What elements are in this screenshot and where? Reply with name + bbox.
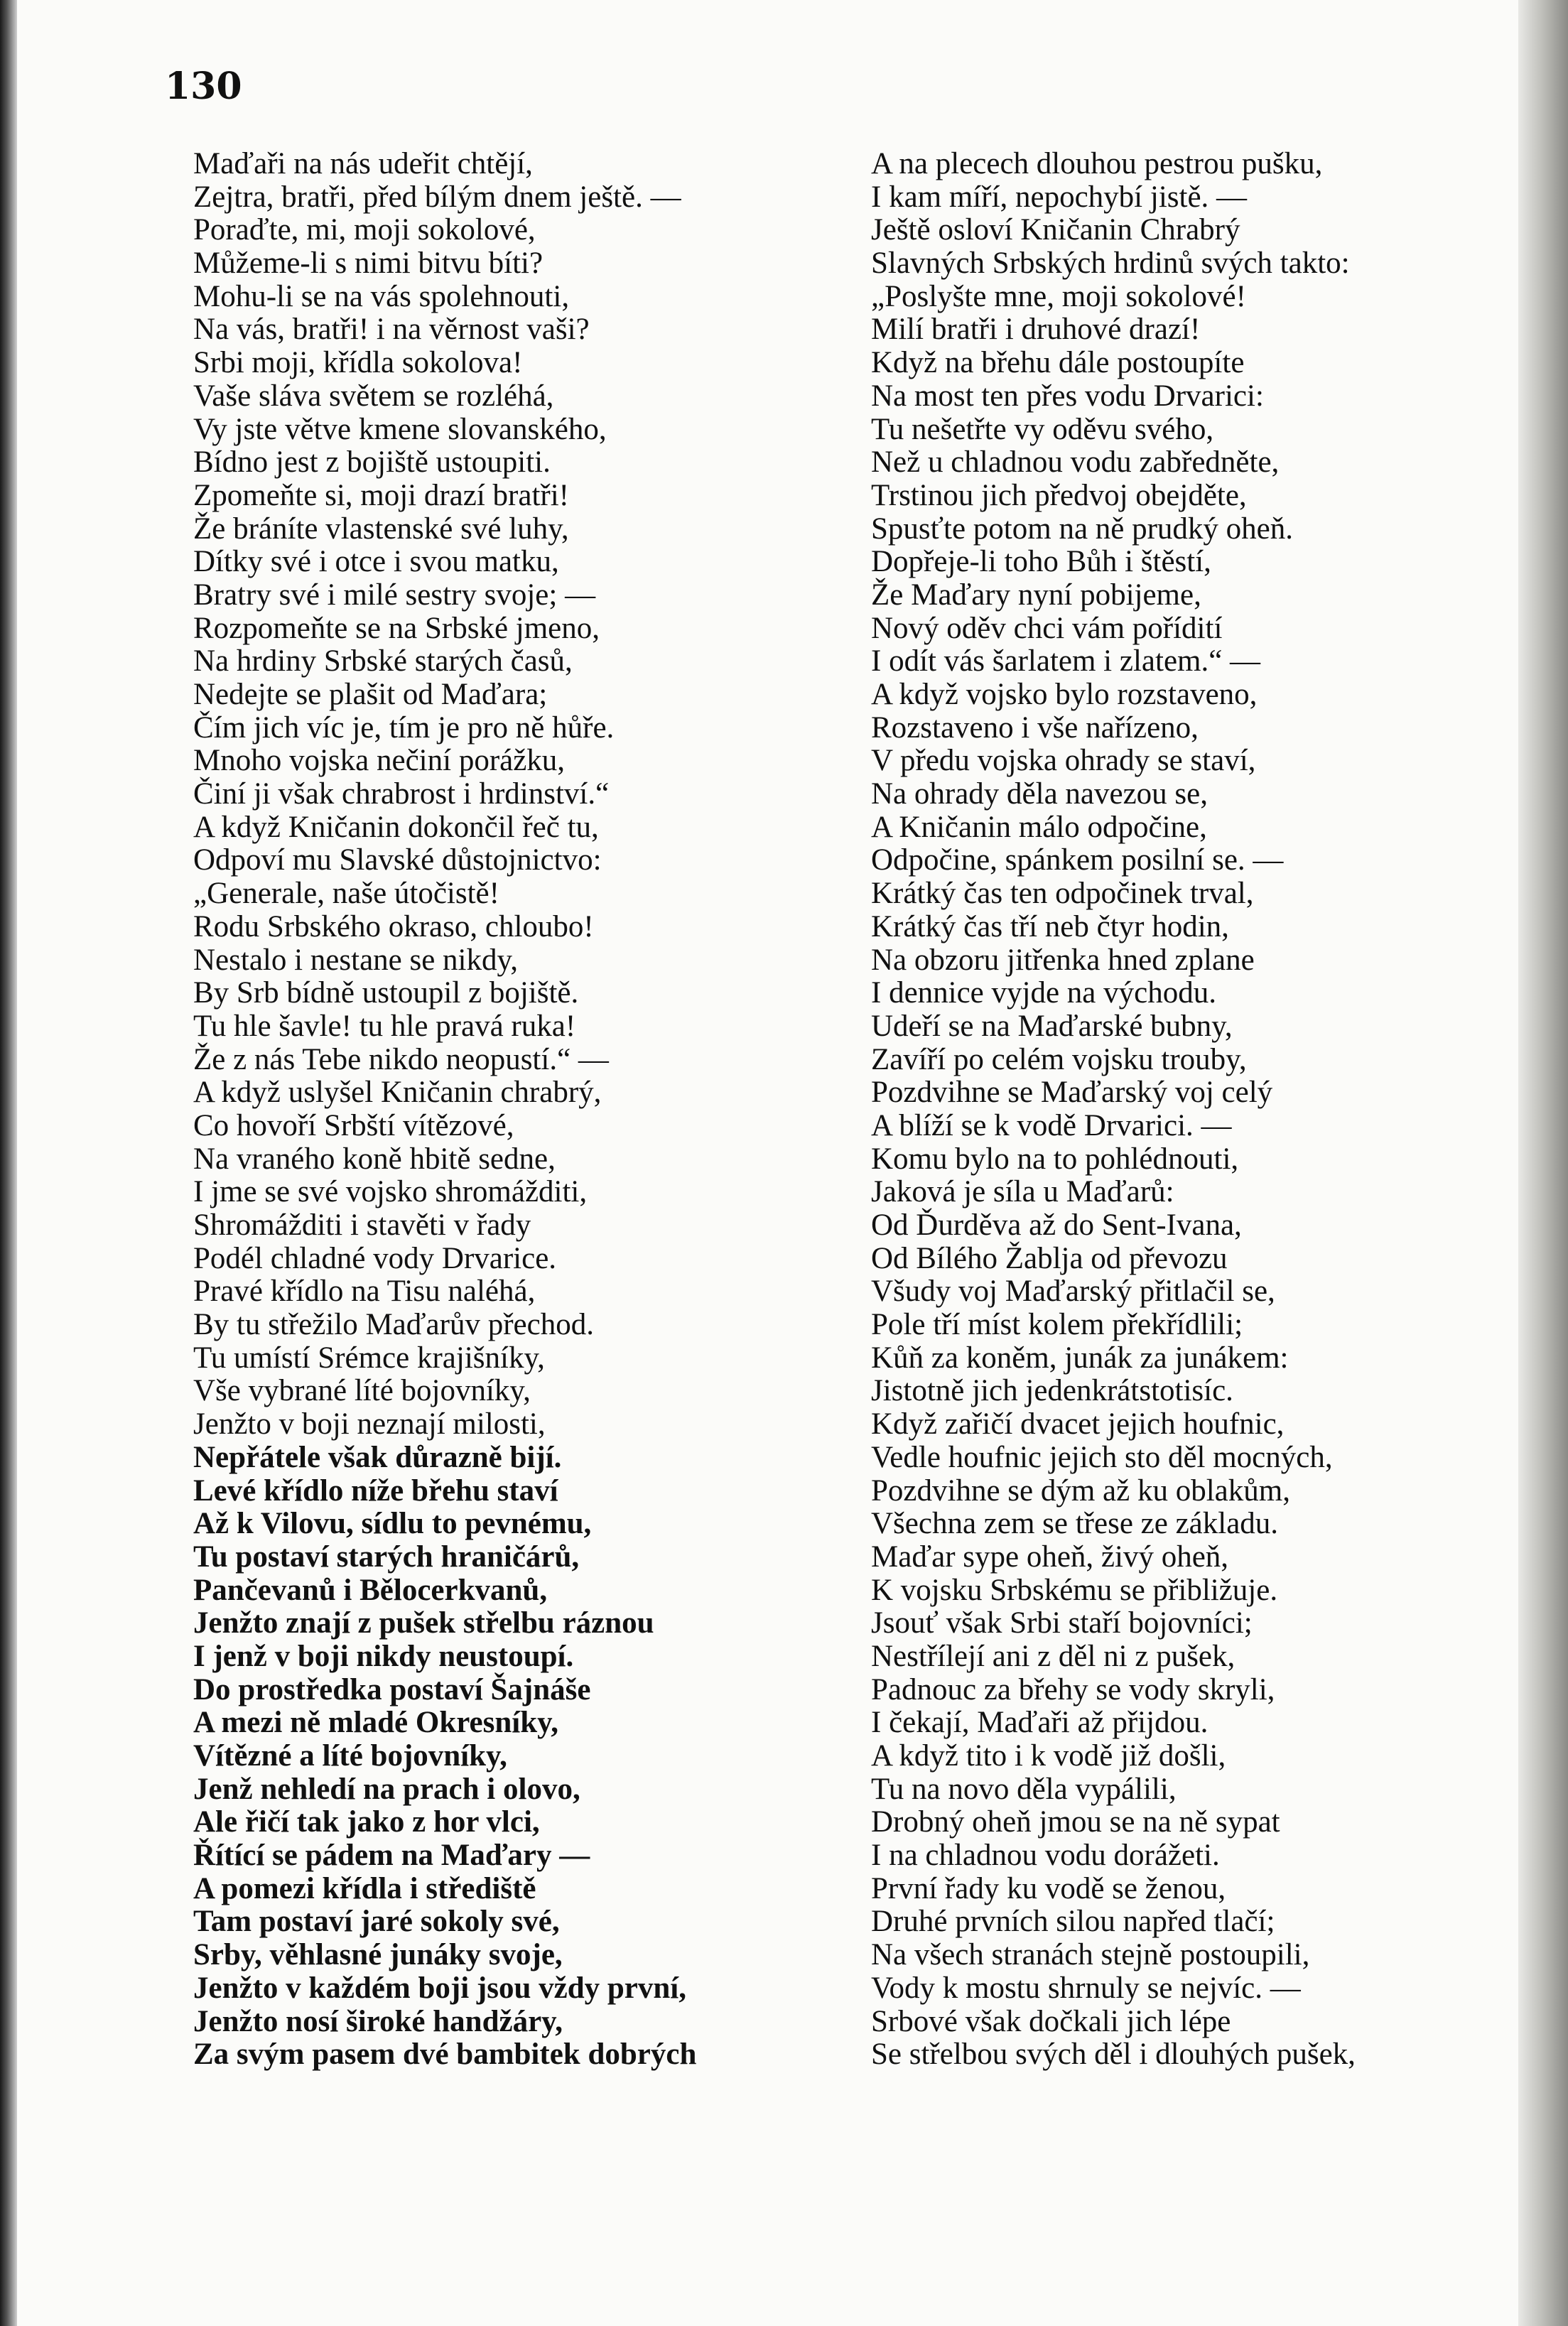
verse-line: Jenž nehledí na prach i olovo, (193, 1772, 580, 1806)
verse-line: Dítky své i otce i svou matku, (193, 545, 559, 579)
verse-line: Pozdvihne se dým až ku oblakům, (871, 1473, 1290, 1508)
verse-line: Že z nás Tebe nikdo neopustí.“ — (193, 1042, 609, 1076)
verse-line: Na všech stranách stejně postoupili, (871, 1938, 1310, 1972)
verse-line: Bratry své i milé sestry svoje; — (193, 578, 596, 612)
verse-line: Slavných Srbských hrdinů svých takto: (871, 247, 1350, 281)
verse-line: Od Bílého Žablja od převozu (871, 1241, 1228, 1275)
verse-line: Na vraného koně hbitě sedne, (193, 1142, 556, 1176)
verse-line: Maďaři na nás udeřit chtějí, (193, 147, 533, 180)
verse-line: A když uslyšel Kničanin chrabrý, (193, 1076, 602, 1110)
verse-line: Na ohrady děla navezou se, (871, 777, 1208, 811)
verse-line: Levé křídlo níže břehu staví (193, 1473, 558, 1508)
verse-line: Srby, věhlasné junáky svoje, (193, 1938, 563, 1972)
verse-line: Podél chladné vody Drvarice. (193, 1241, 557, 1275)
verse-line: A když Kničanin dokončil řeč tu, (193, 810, 599, 844)
verse-line: Pravé křídlo na Tisu naléhá, (193, 1275, 536, 1309)
verse-line: Krátký čas tří neb čtyr hodin, (871, 909, 1229, 943)
verse-line: Tu umístí Srémce krajišníky, (193, 1341, 545, 1375)
verse-line: Krátký čas ten odpočinek trval, (871, 877, 1254, 911)
page-binding-edge (0, 0, 17, 2326)
verse-line: Jenžto nosí široké handžáry, (193, 2004, 563, 2038)
verse-line: Když na břehu dále postoupíte (871, 346, 1245, 380)
verse-line: Kůň za koněm, junák za junákem: (871, 1341, 1289, 1375)
verse-line: Trstinou jich předvoj obejděte, (871, 478, 1247, 512)
verse-line: Nedejte se plašit od Maďara; (193, 678, 548, 711)
verse-line: Do prostředka postaví Šajnáše (193, 1672, 591, 1706)
verse-line: Jenžto v boji neznají milosti, (193, 1407, 546, 1441)
verse-line: Jsouť však Srbi staří bojovníci; (871, 1606, 1253, 1640)
verse-line: Na obzoru jitřenka hned zplane (871, 943, 1255, 977)
verse-line: A mezi ně mladé Okresníky, (193, 1706, 559, 1740)
verse-line: První řady ku vodě se ženou, (871, 1871, 1226, 1905)
verse-line: Srbi moji, křídla sokolova! (193, 346, 523, 380)
verse-line: Odpoví mu Slavské důstojnictvo: (193, 843, 602, 877)
verse-line: Shromážditi i stavěti v řady (193, 1208, 531, 1242)
verse-line: Milí bratři i druhové drazí! (871, 313, 1201, 347)
verse-line: Činí ji však chrabrost i hrdinství.“ (193, 777, 610, 811)
verse-line: Pole tří míst kolem překřídlili; (871, 1308, 1243, 1342)
verse-line: Vaše sláva světem se rozléhá, (193, 379, 554, 413)
verse-line: Odpočine, spánkem posilní se. — (871, 843, 1284, 877)
verse-line: Druhé prvních silou napřed tlačí; (871, 1905, 1275, 1939)
verse-line: Komu bylo na to pohlédnouti, (871, 1142, 1239, 1176)
verse-line: Dopřeje-li toho Bůh i štěstí, (871, 545, 1211, 579)
verse-line: Že Maďary nyní pobijeme, (871, 578, 1201, 612)
verse-line: Za svým pasem dvé bambitek dobrých (193, 2038, 697, 2072)
verse-line: I na chladnou vodu dorážeti. (871, 1839, 1220, 1873)
verse-line: Na most ten přes vodu Drvarici: (871, 379, 1264, 413)
verse-line: A Kničanin málo odpočine, (871, 810, 1207, 844)
verse-line: I čekají, Maďaři až přijdou. (871, 1706, 1209, 1740)
verse-line: I jme se své vojsko shromážditi, (193, 1175, 588, 1209)
verse-line: Nestalo i nestane se nikdy, (193, 943, 518, 977)
verse-line: Vedle houfnic jejich sto děl mocných, (871, 1440, 1333, 1474)
verse-line: Až k Vilovu, sídlu to pevnému, (193, 1507, 592, 1541)
verse-line: Rozpomeňte se na Srbské jmeno, (193, 611, 600, 645)
page-right-edge (1518, 0, 1568, 2326)
verse-line: „Poslyšte mne, moji sokolové! (871, 279, 1246, 313)
verse-line: Ještě osloví Kničanin Chrabrý (871, 213, 1240, 247)
verse-line: Jenžto v každém boji jsou vždy první, (193, 1971, 686, 2005)
verse-line: Mnoho vojska nečiní porážku, (193, 744, 566, 778)
verse-line: By Srb bídně ustoupil z bojiště. (193, 976, 579, 1010)
verse-line: Zavíří po celém vojsku trouby, (871, 1042, 1247, 1076)
verse-line: Mohu-li se na vás spolehnouti, (193, 279, 570, 313)
verse-line: Drobný oheň jmou se na ně sypat (871, 1805, 1280, 1839)
verse-line: Na vás, bratři! i na věrnost vaši? (193, 313, 590, 347)
verse-line: Poraďte, mi, moji sokolové, (193, 213, 536, 247)
verse-line: Rozstaveno i vše nařízeno, (871, 710, 1199, 745)
verse-line: I jenž v boji nikdy neustoupí. (193, 1639, 574, 1673)
verse-line: Tam postaví jaré sokoly své, (193, 1905, 560, 1939)
verse-line: Tu na novo děla vypálili, (871, 1772, 1177, 1806)
verse-line: Všechna zem se třese ze základu. (871, 1507, 1279, 1541)
verse-line: Se střelbou svých děl i dlouhých pušek, (871, 2038, 1356, 2072)
verse-line: Udeří se na Maďarské bubny, (871, 1009, 1233, 1043)
right-column (871, 148, 1482, 2072)
verse-line: Že bráníte vlastenské své luhy, (193, 512, 569, 546)
verse-line: Vítězné a líté bojovníky, (193, 1739, 507, 1773)
verse-line: I kam míří, nepochybí jistě. — (871, 180, 1248, 214)
verse-line: Nepřátele však důrazně bijí. (193, 1440, 562, 1474)
verse-line: A když vojsko bylo rozstaveno, (871, 678, 1258, 711)
verse-line: A na plecech dlouhou pestrou pušku, (871, 147, 1323, 180)
verse-line: A když tito i k vodě již došli, (871, 1739, 1226, 1773)
verse-line: Jenžto znají z pušek střelbu ráznou (193, 1606, 654, 1640)
verse-line: Nový oděv chci vám pořídití (871, 611, 1223, 645)
verse-line: I dennice vyjde na východu. (871, 976, 1216, 1010)
verse-line: Na hrdiny Srbské starých časů, (193, 644, 573, 678)
verse-line: Spusťte potom na ně prudký oheň. (871, 512, 1294, 546)
verse-line: Řítící se pádem na Maďary — (193, 1839, 590, 1873)
verse-line: Pozdvihne se Maďarský voj celý (871, 1076, 1273, 1110)
verse-line: Tu nešetřte vy oděvu svého, (871, 412, 1214, 446)
verse-line: V předu vojska ohrady se staví, (871, 744, 1256, 778)
verse-line: Než u chladnou vodu zabředněte, (871, 445, 1280, 480)
verse-line: „Generale, naše útočistě! (193, 877, 499, 911)
verse-line: Rodu Srbského okraso, chloubo! (193, 909, 594, 943)
verse-line: Bídno jest z bojiště ustoupiti. (193, 445, 551, 480)
verse-line: Můžeme-li s nimi bitvu bíti? (193, 247, 544, 281)
verse-line: A blíží se k vodě Drvarici. — (871, 1108, 1232, 1142)
verse-line: By tu střežilo Maďarův přechod. (193, 1308, 594, 1342)
verse-line: Tu hle šavle! tu hle pravá ruka! (193, 1009, 576, 1043)
verse-line: Ale řičí tak jako z hor vlci, (193, 1805, 540, 1839)
verse-line: Od Ďurděva až do Sent-Ivana, (871, 1208, 1242, 1242)
verse-line: Vy jste větve kmene slovanského, (193, 412, 607, 446)
verse-line: Když zařičí dvacet jejich houfnic, (871, 1407, 1285, 1441)
left-column (193, 148, 811, 2072)
verse-line: Čím jich víc je, tím je pro ně hůře. (193, 710, 615, 745)
verse-line: K vojsku Srbskému se přibližuje. (871, 1573, 1278, 1607)
verse-line: Padnouc za břehy se vody skryli, (871, 1672, 1275, 1706)
verse-line: Tu postaví starých hraničárů, (193, 1540, 580, 1574)
verse-line: Všudy voj Maďarský přitlačil se, (871, 1275, 1275, 1309)
verse-line: Co hovoří Srbští vítězové, (193, 1108, 514, 1142)
verse-line: Zejtra, bratři, před bílým dnem ještě. — (193, 180, 681, 214)
verse-line: Srbové však dočkali jich lépe (871, 2004, 1231, 2038)
verse-line: Maďar sype oheň, živý oheň, (871, 1540, 1229, 1574)
verse-line: Jistotně jich jedenkrátstotisíc. (871, 1374, 1233, 1408)
verse-line: Vody k mostu shrnuly se nejvíc. — (871, 1971, 1301, 2005)
page-number: 130 (165, 65, 242, 108)
verse-line: Zpomeňte si, moji drazí bratři! (193, 478, 569, 512)
verse-line: I odít vás šarlatem i zlatem.“ — (871, 644, 1261, 678)
verse-line: Pančevanů i Bělocerkvanů, (193, 1573, 548, 1607)
verse-line: A pomezi křídla i střediště (193, 1871, 536, 1905)
verse-line: Vše vybrané líté bojovníky, (193, 1374, 531, 1408)
verse-line: Jaková je síla u Maďarů: (871, 1175, 1174, 1209)
verse-line: Nestřílejí ani z děl ni z pušek, (871, 1639, 1236, 1673)
